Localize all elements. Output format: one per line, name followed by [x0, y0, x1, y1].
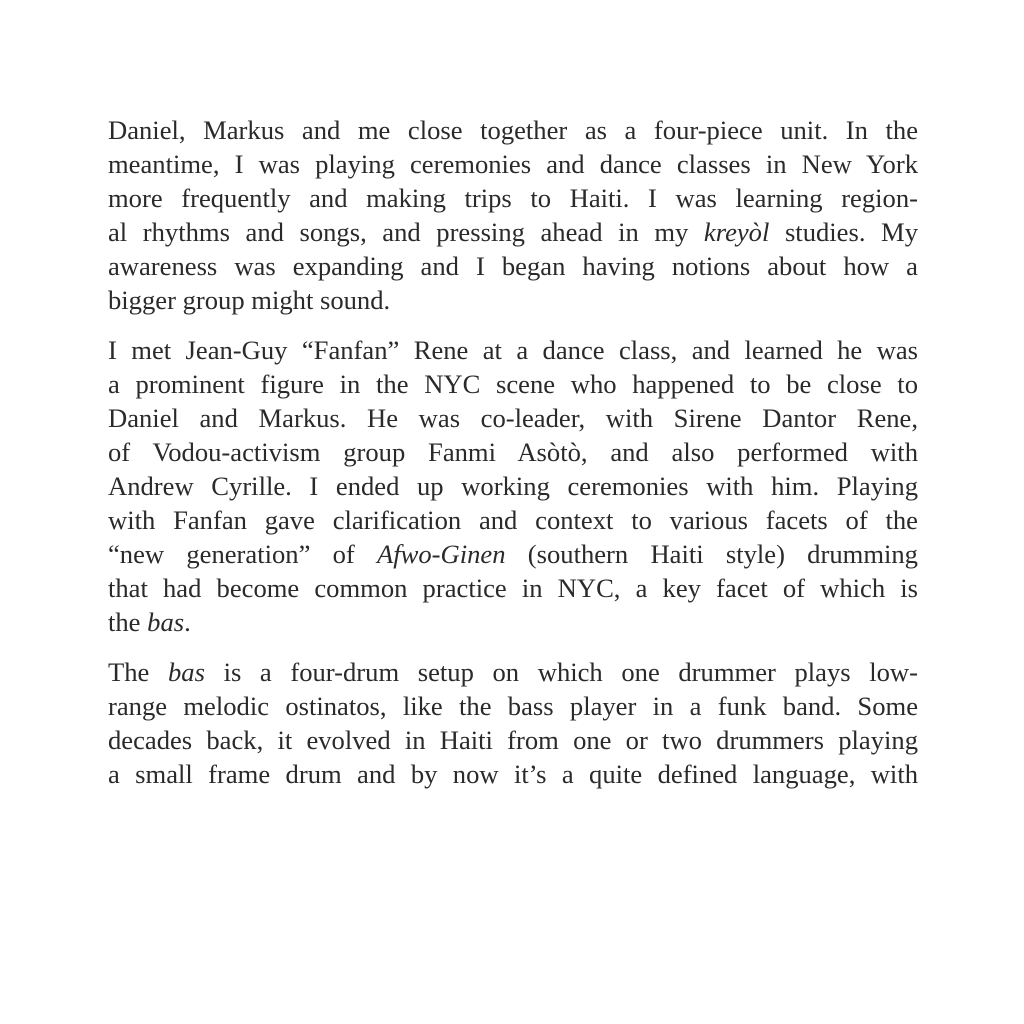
text-run: “new generation” of	[108, 539, 378, 569]
text-line	[108, 283, 918, 317]
text-line	[108, 435, 918, 469]
text-line	[108, 757, 918, 791]
text-line	[108, 655, 918, 689]
text-run: decades back, it evolved in Haiti from one or two drummers playing	[108, 725, 918, 755]
italic-term: Afwo-Ginen	[377, 539, 506, 569]
text-run: al rhythms and songs, and pressing ahead in my	[108, 217, 704, 247]
italic-term: kreyòl	[703, 217, 770, 247]
body-paragraph	[108, 655, 918, 791]
book-page	[108, 113, 918, 791]
text-line	[108, 571, 918, 605]
body-paragraph	[108, 333, 918, 639]
body-paragraph	[108, 113, 918, 317]
text-run: that had become common practice in NYC, a key facet of which is	[108, 573, 918, 603]
text-line	[108, 723, 918, 757]
text-run: Daniel and Markus. He was co-leader, with Sirene Dantor Rene,	[108, 403, 918, 433]
italic-term: bas	[147, 607, 185, 637]
text-run: bigger group might sound.	[108, 285, 391, 315]
text-run: Daniel, Markus and me close together as a four-piece unit. In the	[108, 115, 918, 145]
text-run: meantime, I was playing ceremonies and dance classes in New York	[108, 149, 918, 179]
text-run: the	[108, 607, 148, 637]
italic-term: bas	[167, 657, 205, 687]
text-run: (southern Haiti style) drumming	[505, 539, 918, 569]
text-run: studies. My	[769, 217, 918, 247]
text-line	[108, 181, 918, 215]
text-line	[108, 503, 918, 537]
text-run: awareness was expanding and I began having notions about how a	[108, 251, 918, 281]
text-run: I met Jean-Guy “Fanfan” Rene at a dance class, and learned he was	[108, 335, 918, 365]
text-line	[108, 333, 918, 367]
text-line	[108, 249, 918, 283]
text-line	[108, 113, 918, 147]
text-line	[108, 367, 918, 401]
text-line	[108, 689, 918, 723]
text-line	[108, 215, 918, 249]
text-line	[108, 147, 918, 181]
text-run: more frequently and making trips to Haiti. I was learning region-	[108, 183, 918, 213]
text-run: The	[108, 657, 168, 687]
text-line	[108, 537, 918, 571]
text-line	[108, 401, 918, 435]
text-run: of Vodou-activism group Fanmi Asòtò, and also performed with	[108, 437, 918, 467]
text-run: Andrew Cyrille. I ended up working ceremonies with him. Playing	[108, 471, 918, 501]
text-run: range melodic ostinatos, like the bass player in a funk band. Some	[108, 691, 918, 721]
text-line	[108, 605, 918, 639]
text-run: with Fanfan gave clarification and context to various facets of the	[108, 505, 918, 535]
text-run: a prominent figure in the NYC scene who happened to be close to	[108, 369, 918, 399]
text-line	[108, 469, 918, 503]
text-run: a small frame drum and by now it’s a quite defined language, with	[108, 759, 918, 789]
text-run: is a four-drum setup on which one drummer plays low-	[204, 657, 918, 687]
text-run: .	[184, 607, 191, 637]
